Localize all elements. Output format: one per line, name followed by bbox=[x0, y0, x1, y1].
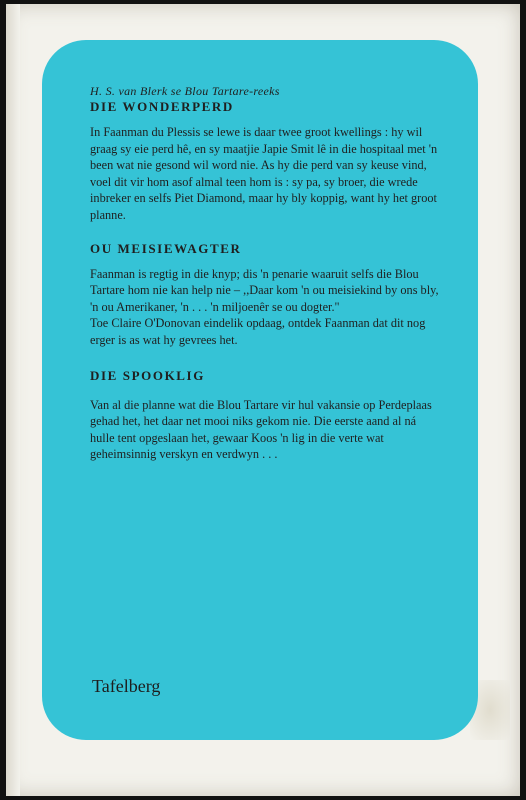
section-paragraph: Van al die planne wat die Blou Tartare vir hul vakansie op Perdeplaas gehad het, het daar net mooi niks gekom nie. Die eerste aand al ná hulle tent opgeslaan het, gewaar Koos 'n lig in die verte wat geheimsinnig verskyn en verdwyn . . . bbox=[90, 397, 432, 462]
section-die-spooklig bbox=[90, 367, 442, 463]
section-paragraph: Toe Claire O'Donovan eindelik opdaag, ontdek Faanman dat dit nog erger is as wat hy gevrees het. bbox=[90, 316, 426, 347]
section-die-wonderperd bbox=[90, 98, 442, 224]
blurb-content bbox=[90, 84, 442, 475]
section-heading: DIE WONDERPERD bbox=[90, 99, 234, 114]
section-heading: OU MEISIEWAGTER bbox=[90, 240, 242, 256]
section-heading: DIE SPOOKLIG bbox=[90, 367, 205, 383]
publisher-name: Tafelberg bbox=[92, 676, 161, 696]
cover-edge bbox=[6, 4, 20, 796]
section-paragraph: Faanman is regtig in die knyp; dis 'n penarie waaruit selfs die Blou Tartare hom nie kan help nie – ,,Daar kom 'n ou meisiekind by ons bly, 'n ou Amerikaner, 'n . . . 'n miljoenêr se ou dogter." bbox=[90, 266, 439, 314]
section-paragraph: In Faanman du Plessis se lewe is daar twee groot kwellings : hy wil graag sy eie perd hê, en sy maatjie Japie Smit lê in die hospitaal met 'n been wat nie gesond wil word nie. As hy die perd van sy keuse vind, voel dit vir hom asof almal teen hom is : sy pa, sy broer, die wrede inbreker en selfs Piet Diamond, maar hy bly koppig, want hy het groot planne. bbox=[90, 125, 438, 222]
section-ou-meisiewagter bbox=[90, 240, 442, 349]
series-title: H. S. van Blerk se Blou Tartare-reeks bbox=[90, 84, 280, 98]
